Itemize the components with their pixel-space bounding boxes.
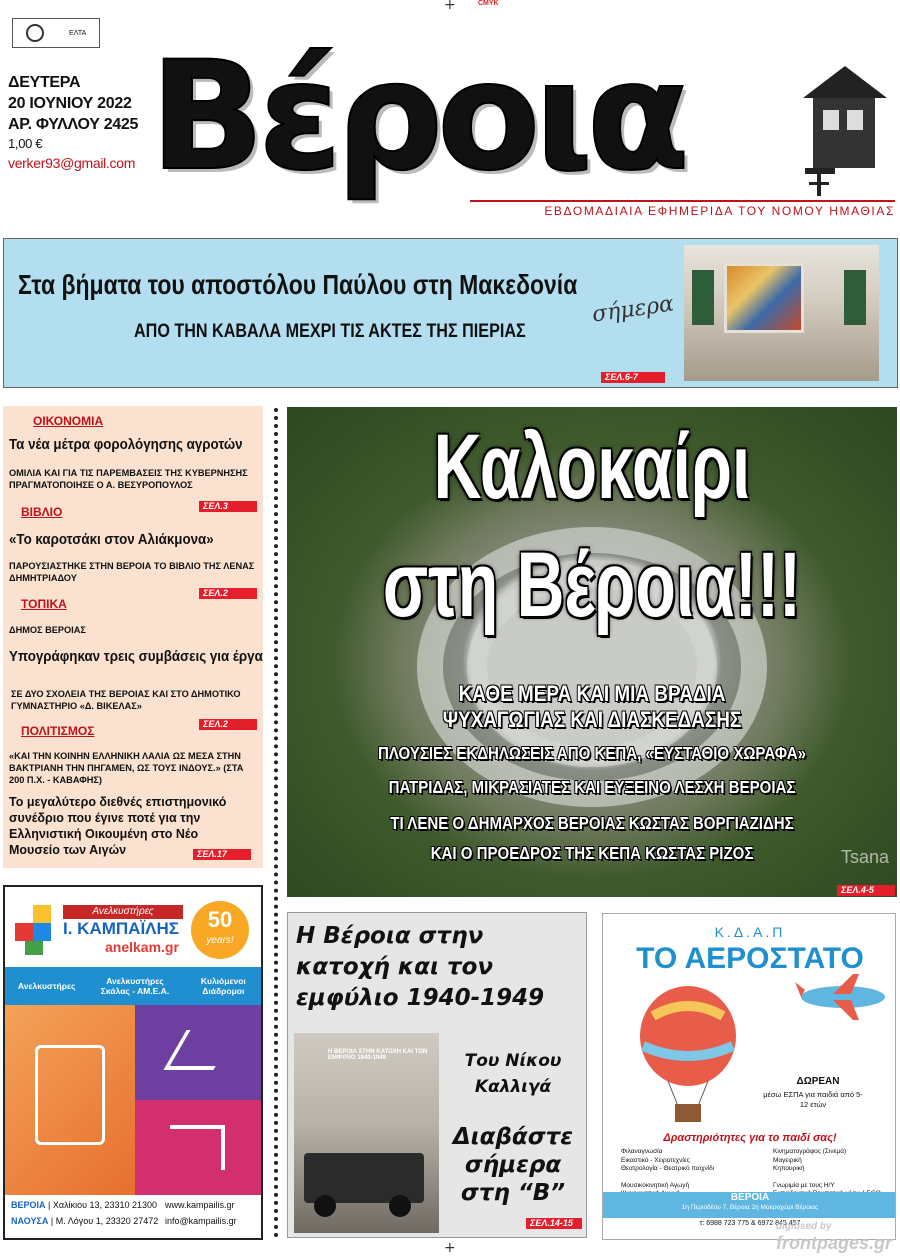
ad-web-contacts: [165, 1197, 237, 1229]
activity-item: Μουσικοκινητική Αγωγή: [621, 1181, 690, 1189]
elevator-ad[interactable]: [3, 885, 263, 1240]
ad-city: ΒΕΡΟΙΑ: [730, 1192, 770, 1203]
main-story[interactable]: [287, 407, 897, 897]
text-culture: «ΚΑΙ ΤΗΝ ΚΟΙΝΗΝ ΕΛΛΗΝΙΚΗ ΛΑΛΙΑ ΩΣ ΜΕΣΑ ΣΤΗΝ ΒΑΚΤΡΙΑΝΗ ΤΗΝ ΠΗΓΑΜΕΝ, ΩΣ ΤΟΥΣ ΙΝΔΟΥΣ.» (ΣΤΑ 200 Π.Χ. - ΚΑΒΑΦΗΣ): [9, 751, 244, 785]
ad-website[interactable]: www.kampailis.gr: [165, 1200, 235, 1210]
book-author: Του Νίκου Καλλιγά: [464, 1051, 562, 1097]
activities-right: [773, 1148, 893, 1199]
main-sub-4: ΠΑΤΡΙΔΑΣ, ΜΙΚΡΑΣΙΑΤΕΣ ΚΑΙ ΕΥΞΕΙΝΟ ΛΕΣΧΗ ΒΕΡΟΙΑΣ: [388, 777, 796, 797]
ad-city-band: [603, 1192, 896, 1218]
hot-air-balloon-icon: [633, 986, 743, 1126]
ad-site[interactable]: anelkam.gr: [105, 939, 179, 955]
kdap-ad[interactable]: [602, 913, 896, 1240]
stamp-circle-icon: [26, 24, 44, 42]
registration-mark-bottom: +: [444, 1240, 456, 1256]
ad-brand: Ι. ΚΑΜΠΑΪΛΗΣ: [63, 919, 179, 938]
anniversary-badge: [191, 901, 249, 959]
ad-address: 1η Περιοδέου 7, Βέροια 2η Μακροχώρι Βέροιας: [681, 1204, 819, 1211]
banner-today: σήμερα: [590, 291, 676, 328]
headline-book[interactable]: «Το καροτσάκι στον Αλιάκμονα»: [9, 532, 214, 548]
issue-date: 20 ΙΟΥΝΙΟΥ 2022: [8, 95, 132, 112]
contact-veria-address: Χαλίκιου 13, 23310 21300: [52, 1200, 158, 1210]
banner-photo: [684, 245, 879, 381]
headline-culture[interactable]: Το μεγαλύτερο διεθνές επιστημονικό συνέδριο που έγινε ποτέ για την Ελληνιστική Οικουμένη στο Νέο Μουσείο των Αιγών: [9, 795, 227, 857]
page-ref-book: ΣΕΛ.2: [199, 588, 257, 599]
contact-naousa-label: ΝΑΟΥΣΑ: [11, 1216, 49, 1226]
elevator-panel: [5, 1005, 135, 1195]
main-title-line2: στη Βέροια!!!: [382, 534, 802, 636]
issue-info: [8, 72, 138, 174]
airplane-icon: [793, 972, 888, 1022]
activity-item: Κηπουρική: [773, 1165, 805, 1172]
main-sub-1: ΚΑΘΕ ΜΕΡΑ ΚΑΙ ΜΙΑ ΒΡΑΔΙΑ: [458, 681, 726, 706]
activities-title: Δραστηριότητες για το παιδί σας!: [663, 1132, 837, 1144]
monument-panel-left: [692, 270, 714, 325]
badge-number: 50: [207, 907, 233, 932]
services-bar: [5, 967, 263, 1005]
issue-price: 1,00 €: [8, 136, 43, 151]
headline-economy[interactable]: Τα νέα μέτρα φορολόγησης αγροτών: [9, 437, 243, 453]
main-title-line1: Καλοκαίρι: [433, 416, 751, 518]
contact-veria-label: ΒΕΡΟΙΑ: [11, 1200, 46, 1210]
book-cover-title: Η ΒΕΡΟΙΑ ΣΤΗΝ ΚΑΤΟΧΗ ΚΑΙ ΤΟΝ ΕΜΦΥΛΙΟ 1940-1949: [328, 1049, 428, 1061]
monument-panel-right: [844, 270, 866, 325]
headline-local[interactable]: Υπογράφηκαν τρεις συμβάσεις για έργα: [9, 649, 263, 665]
stamp-label: ΕΛΤΑ: [69, 29, 87, 37]
postage-stamp: [12, 18, 100, 48]
section-book[interactable]: ΒΙΒΛΙΟ: [21, 505, 63, 519]
banner-subhead: ΑΠΟ ΤΗΝ ΚΑΒΑΛΑ ΜΕΧΡΙ ΤΙΣ ΑΚΤΕΣ ΤΗΣ ΠΙΕΡΙΑΣ: [134, 321, 526, 342]
tagline: ΕΒΔΟΜΑΔΙΑΙΑ ΕΦΗΜΕΡΙΔΑ ΤΟΥ ΝΟΜΟΥ ΗΜΑΘΙΑΣ: [470, 200, 895, 218]
ad-brand-top: Ανελκυστήρες: [63, 905, 183, 919]
ad-name: ΤΟ ΑΕΡΟΣΤΑΤΟ: [636, 942, 864, 975]
left-column: [3, 406, 263, 868]
badge-text: years!: [206, 935, 234, 946]
column-divider: [274, 408, 278, 1238]
activity-item: Μαγειρική: [773, 1156, 802, 1164]
book-headline: Η Βέροια στην κατοχή και τον εμφύλιο 1940-1949: [296, 923, 545, 1011]
main-page-ref: ΣΕΛ.4-5: [837, 885, 895, 896]
watermark-line1: digitised by: [776, 1221, 832, 1232]
issue-day: ΔΕΥΤΕΡΑ: [8, 74, 81, 91]
cubes-logo-icon: [15, 905, 55, 955]
page-ref-local: ΣΕΛ.2: [199, 719, 257, 730]
photo-credit: Tsana: [840, 847, 889, 867]
ad-phones: τ: 6988 723 775 & 6972 845 457: [699, 1220, 801, 1227]
main-sub-2: ΨΥΧΑΓΩΓΙΑΣ ΚΑΙ ΔΙΑΣΚΕΔΑΣΗΣ: [442, 707, 742, 732]
text-economy: ΟΜΙΛΙΑ ΚΑΙ ΓΙΑ ΤΙΣ ΠΑΡΕΜΒΑΣΕΙΣ ΤΗΣ ΚΥΒΕΡΝΗΣΗΣ ΠΡΑΓΜΑΤΟΠΟΙΗΣΕ Ο Α. ΒΕΣΥΡΟΠΟΥΛΟΣ: [9, 468, 248, 490]
activity-item: Εικαστικό - Χειροτεχνίες: [621, 1156, 690, 1164]
house-logo-icon: [795, 58, 890, 198]
book-feature[interactable]: [287, 912, 587, 1238]
escalator-icon: [163, 1030, 236, 1070]
ad-email[interactable]: info@kampailis.gr: [165, 1216, 237, 1226]
book-read-today: Διαβάστε σήμερα στη “Β”: [452, 1124, 574, 1206]
contact-naousa-address: Μ. Λόγου 1, 23320 27472: [55, 1216, 159, 1226]
service-1: Ανελκυστήρες: [17, 981, 76, 991]
section-local[interactable]: ΤΟΠΙΚΑ: [21, 597, 67, 611]
activity-item: Φιλαναγνωσία: [621, 1148, 663, 1155]
kicker-local: ΔΗΜΟΣ ΒΕΡΟΙΑΣ: [9, 625, 86, 635]
escalator-panel: [135, 1005, 263, 1100]
service-3: Κυλιόμενοι Διάδρομοι: [200, 976, 246, 996]
watermark-line2: frontpages.gr: [776, 1233, 893, 1253]
truck-wheel: [389, 1195, 411, 1217]
elevator-door-icon: [35, 1045, 105, 1145]
stairs-icon: [170, 1125, 225, 1170]
banner-headline: Στα βήματα του αποστόλου Παύλου στη Μακεδονία: [18, 269, 578, 300]
truck-wheel: [314, 1195, 336, 1217]
book-cover: [294, 1033, 439, 1233]
issue-number: ΑΡ. ΦΥΛΛΟΥ 2425: [8, 116, 139, 133]
ad-free: ΔΩΡΕΑΝ: [796, 1076, 840, 1087]
ad-free-sub: μέσω ΕΣΠΑ για παιδιά από 5-12 ετών: [763, 1090, 863, 1109]
main-sub-6: ΚΑΙ Ο ΠΡΟΕΔΡΟΣ ΤΗΣ ΚΕΠΑ ΚΩΣΤΑΣ ΡΙΖΟΣ: [430, 843, 754, 863]
main-sub-3: ΠΛΟΥΣΙΕΣ ΕΚΔΗΛΩΣΕΙΣ ΑΠΟ ΚΕΠΑ, «ΕΥΣΤΑΘΙΟ ΧΩΡΑΦΑ»: [377, 743, 807, 763]
registration-mark-top: +: [444, 0, 456, 13]
contact-email[interactable]: verker93@gmail.com: [8, 155, 136, 171]
text-book: ΠΑΡΟΥΣΙΑΣΤΗΚΕ ΣΤΗΝ ΒΕΡΟΙΑ ΤΟ ΒΙΒΛΙΟ ΤΗΣ ΛΕΝΑΣ ΔΗΜΗΤΡΙΑΔΟΥ: [9, 561, 255, 583]
activity-item: Θεατρολογία - Θεατρικό παιχνίδι: [621, 1165, 715, 1172]
text-local: ΣΕ ΔΥΟ ΣΧΟΛΕΙΑ ΤΗΣ ΒΕΡΟΙΑΣ ΚΑΙ ΣΤΟ ΔΗΜΟΤΙΚΟ ΓΥΜΝΑΣΤΗΡΙΟ «Δ. ΒΙΚΕΛΑΣ»: [11, 689, 241, 711]
book-page-ref: ΣΕΛ.14-15: [526, 1218, 582, 1229]
activity-item: Γνωριμία με τους Η/Υ: [773, 1181, 835, 1189]
ad-contacts: ΒΕΡΟΙΑ | Χαλίκιου 13, 23310 21300 ΝΑΟΥΣΑ | Μ. Λόγου 1, 23320 27472: [11, 1200, 159, 1226]
newspaper-logo: Βέροια: [150, 30, 684, 204]
service-2: Ανελκυστήρες Σκάλας - ΑΜ.Ε.Α.: [100, 976, 170, 996]
main-sub-5: ΤΙ ΛΕΝΕ Ο ΔΗΜΑΡΧΟΣ ΒΕΡΟΙΑΣ ΚΩΣΤΑΣ ΒΟΡΓΙΑΖΙΔΗΣ: [390, 813, 794, 833]
cmyk-mark: CMYK: [478, 0, 499, 7]
activity-item: Κινηματογράφος (Σινεμά): [773, 1148, 847, 1155]
stairs-panel: [135, 1100, 263, 1195]
page-ref-economy: ΣΕΛ.3: [199, 501, 257, 512]
section-culture[interactable]: ΠΟΛΙΤΙΣΜΟΣ: [21, 724, 95, 738]
banner-page-ref: ΣΕΛ.6-7: [601, 372, 665, 383]
watermark: [776, 1218, 892, 1252]
ad-org: Κ.Δ.Α.Π: [714, 924, 786, 940]
page-ref-culture: ΣΕΛ.17: [193, 849, 251, 860]
mosaic-image: [724, 263, 804, 333]
section-economy[interactable]: ΟΙΚΟΝΟΜΙΑ: [33, 414, 104, 428]
top-banner[interactable]: [3, 238, 898, 388]
